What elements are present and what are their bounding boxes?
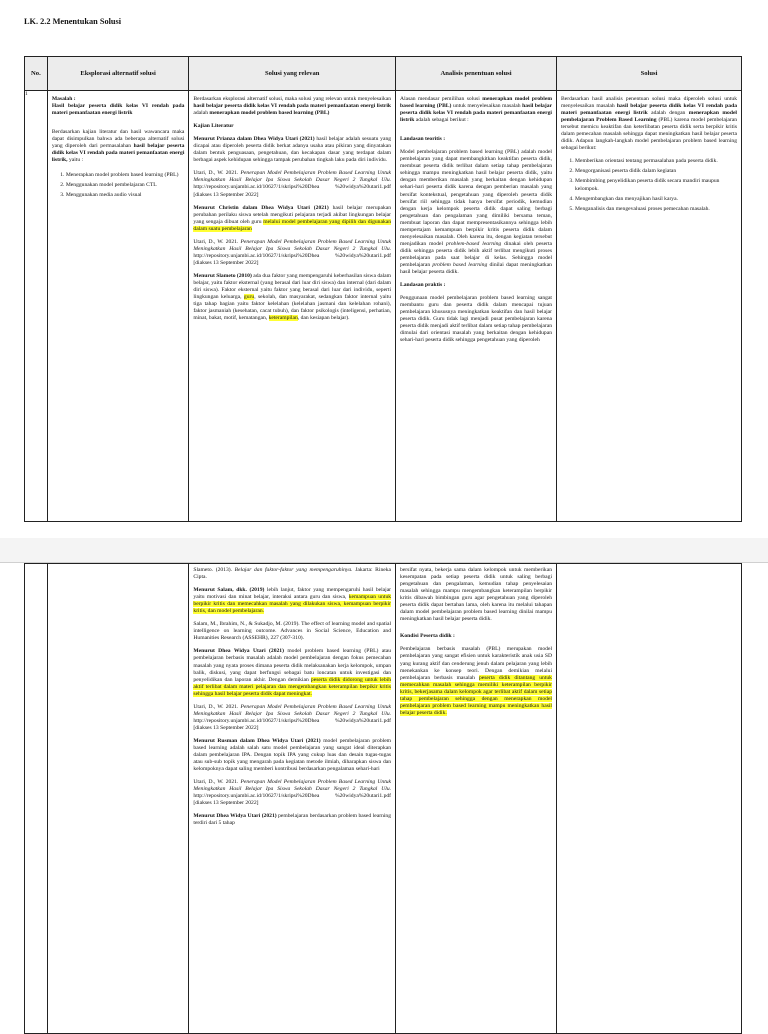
citation-title: Belajar dan faktor-faktor yang mempengaruhinya.: [234, 567, 353, 573]
intro-bold: hasil belajar peserta didik kelas VI rendah pada materi pemanfaatan energi listrik: [561, 103, 737, 117]
page-gap: [0, 538, 768, 562]
header-eksplorasi: Eksplorasi alternatif solusi: [47, 57, 189, 91]
document-page-2: [0, 562, 768, 1025]
list-item: 3. Menggunakan media audio visual: [66, 192, 185, 199]
kajian-title: Kajian Literatur: [193, 123, 234, 130]
intro-text-2: untuk menyelesaikan masalah: [453, 103, 521, 110]
solusi-cell: [557, 564, 742, 1034]
reference-text-3: , dan kesiapan belajar).: [297, 315, 350, 322]
citation: Salam, M., Ibrahim, N., & Sukadjo, M. (2019). The effect of learning model and spatial intelligence on learning outcome. Advances in Social Science, Education and Humanities Research (ASSEHR), 227 (307-310).: [193, 621, 392, 642]
list-item: 2. Menggunakan model pembelajaran CTL: [66, 182, 185, 189]
solusi-cell: [557, 91, 742, 522]
teoritis-italic-2: problem based learning: [432, 261, 488, 268]
citation: Utari, D., W. 2021.: [193, 703, 239, 710]
intro-text-3: adalah sebagai berikut :: [415, 117, 469, 124]
teoritis-italic: problem-based learning: [445, 240, 502, 247]
intro-text: Berdasarkan eksplorasi alternatif solusi, maka solusi yang relevan untuk menyelesaikan: [193, 96, 392, 102]
citation-url: http://repository.unjambi.ac.id/10627/1/skripsi%20Dhea %20widya%20utari1.pdf [diakses 13 September 2022]: [193, 252, 392, 266]
list-item: 5. Menganalisis dan mengevaluasi proses pemecahan masalah.: [575, 206, 737, 213]
intro-bold: hasil belajar peserta didik kelas VI rendah pada materi pemanfaatan energi listrik: [193, 103, 392, 110]
reference-text: lebih lanjut, faktor yang mempengaruhi hasil belajar yaitu motivasi dan minat belajar, interaksi antara guru dan siswa,: [193, 587, 392, 601]
intro-text-2: adalah: [193, 110, 208, 117]
table-header-row: [25, 57, 742, 91]
header-solusi-relevan: Solusi yang relevan: [189, 57, 396, 91]
list-item: 1. Menerapkan model problem based learning (PBL): [66, 172, 185, 179]
kondisi-text: Pembelajaran berbasis masalah (PBL) merupakan model pembelajaran yang sangat efisien untuk karakteristik anak usia SD yang kurang aktif dan cenderung jenuh dalam pelajaran yang lebih menekankan ke konsep teori. Dengan demikian melalui pembelajaran berbasis masalah: [400, 646, 552, 681]
intro-text: Berdasarkan hasil analisis penentuan solusi maka diperoleh solusi untuk menyelesaikan masalah: [561, 96, 737, 110]
citation-title: Penerapan Model Pembelajaran Problem Based Learning Untuk Meningkatkan Hasil Belajar Ipa Siswa Sekolah Dasar Negeri 2 Tungkal Ulu.: [193, 779, 392, 793]
list-item: 2. Mengorganisasi peserta didik dalam kegiatan: [575, 168, 737, 175]
document-title: LK. 2.2 Menentukan Solusi: [24, 17, 122, 26]
header-no: No.: [25, 57, 48, 91]
solution-table: [24, 56, 742, 522]
praktis-text: Penggunaan model pembelajaran problem based learning sangat membantu guru dan peserta didik dalam mencapai tujuan pembelajaran khususnya meningkatkan keaktifan dan hasil belajar peserta didik. Guru tidak lagi menjadi pusat pembelajaran karena peserta didik menjadi aktif terlibat dalam setiap tahap pembelajaran dimulai dari orientasi masalah yang berkaitan dengan kehidupan sehari-hari peserta didik sehingga pengetahuan yang diperoleh: [400, 295, 552, 344]
citation-title: Penerapan Model Pembelajaran Problem Based Learning Untuk Meningkatkan Hasil Belajar Ipa Siswa Sekolah Dasar Negeri 2 Tungkal Ulu.: [193, 170, 392, 184]
masalah-label: Masalah :: [51, 96, 76, 102]
teoritis-title: Landasan teoritis :: [400, 136, 446, 143]
reference-author: Menurut Rusman dalam Dhea Widya Utari (2021): [193, 737, 321, 744]
reference-author: Menurut Christin dalam Dhea Widya Utari (2021): [193, 204, 329, 211]
table-row: [25, 91, 742, 522]
citation-title: Penerapan Model Pembelajaran Problem Based Learning Untuk Meningkatkan Hasil Belajar Ipa Siswa Sekolah Dasar Negeri 2 Tungkal Ulu.: [193, 238, 392, 252]
reference-author: Menurut Slameto (2010): [193, 272, 252, 279]
intro-text-3: (PBL) karena model pembelajaran tersebut memicu keaktifan dan keterlibatan peserta didik serta berpikir kritis dalam pemecahan masalah sehingga dapat meningkatkan hasil belajar peserta didik. Adapun langkah-langkah model pembelajaran problem based learning sebagai berikut:: [561, 117, 737, 152]
eksplorasi-paragraph-bold: hasil belajar peserta didik kelas VI rendah pada materi pemanfaatan energi listrik,: [51, 143, 185, 164]
citation: Utari, D., W. 2021.: [193, 170, 239, 177]
pbl-steps-list: [561, 158, 737, 212]
praktis-text-continued: bersifat nyata, bekerja sama dalam kelompok untuk memberikan kesempatan pada setiap peserta didik untuk saling berbagi pengetahuan dan pengalaman, kemudian tahap penyelesaian masalah sehingga mampu mengembangkan keterampilan berpikir kritis dibawah bimbingan guru agar pengetahuan yang diperoleh peserta didik dapat bertahan lama, oleh karena itu melalui tahapan dalam model pembelajaran problem based learning dinilai mampu meningkatkan hasil belajar peserta didik.: [400, 567, 552, 623]
solution-table-continued: [24, 563, 742, 1034]
analisis-cell: [396, 564, 557, 1034]
highlighted-text: guru: [243, 294, 255, 301]
citation: Slameto. (2013).: [193, 567, 233, 573]
praktis-title: Landasan praktis :: [400, 282, 446, 289]
highlighted-text: peserta didik didorong untuk lebih aktif terlibat dalam materi pelajaran dan mengembangkan keterampilan berpikir kritis sehingga hasil belajar peserta didik dapat meningkat.: [193, 676, 392, 697]
citation: Utari, D., W. 2021.: [193, 779, 239, 786]
eksplorasi-cell: [47, 91, 189, 522]
header-solusi: Solusi: [557, 57, 742, 91]
reference-author: Menurut Salam, dkk. (2019): [193, 587, 265, 594]
kondisi-title: Kondisi Peserta didik :: [400, 633, 455, 640]
table-row: [25, 564, 742, 1034]
intro-bold-2: menerapkan model problem based learning (PBL): [209, 110, 330, 117]
eksplorasi-paragraph-end: yaitu :: [68, 157, 84, 164]
eksplorasi-cell: [47, 564, 189, 1034]
reference-text: ada dua faktor yang mempengaruhi keberhasilan siswa dalam belajar, yaitu faktor eksternal (yang berasal dari luar diri siswa) dan internal (dari dalam diri siswa). Faktor eksternal yaitu faktor yang berasal dari luar dari individu, seperti lingkungan keluarga,: [193, 272, 392, 301]
eksplorasi-paragraph: Berdasarkan kajian literatur dan hasil wawancara maka dapat disimpulkan bahwa ada beberapa alternatif solusi yang diperoleh dari permasalahan: [51, 129, 185, 150]
masalah-text: Hasil belajar peserta didik kelas VI rendah pada materi pemanfaatan energi listrik: [51, 103, 185, 117]
list-item: 4. Mengembangkan dan menyajikan hasil karya.: [575, 196, 737, 203]
citation-publisher: Jakarta: Rineka Cipta.: [193, 567, 392, 581]
intro-bold-2: menerapkan model pembelajaran Problem Based Learning: [561, 110, 737, 124]
intro-bold: menerapkan model problem based learning (PBL): [400, 96, 552, 110]
header-analisis: Analisis penentuan solusi: [396, 57, 557, 91]
reference-author: Menurut Prianza dalam Dhea Widya Utari (2021): [193, 136, 315, 143]
solusi-relevan-cell: [189, 91, 396, 522]
reference-text: model pembelajaran problem based learning adalah salah satu model pembelajaran yang sangat ideal diterapkan dalam pembelajaran IPA. Dengan topik IPA yang cukup luas dan desain tugas-tugas atau sub-sub topik yang mengarah pada kegiatan metode ilmiah, diharapkan siswa dan kelompoknya dapat saling memberi kontribusi berdasarkan pengalaman sehari-hari: [193, 737, 392, 773]
list-item: 1. Memberikan orientasi tentang permasalahan pada peserta didik.: [575, 158, 737, 165]
citation-url: http://repository.unjambi.ac.id/10627/1/skripsi%20Dhea %20widya%20utari1.pdf [diakses 13 September 2022]: [193, 717, 392, 731]
intro-text-2: adalah dengan: [651, 110, 686, 117]
citation-url: http://repository.unjambi.ac.id/10627/1/skripsi%20Dhea %20widya%20utari1.pdf [diakses 13 September 2022]: [193, 793, 392, 807]
reference-author: Menurut Dhea Widya Utari (2021): [193, 813, 277, 820]
citation-title: Penerapan Model Pembelajaran Problem Based Learning Untuk Meningkatkan Hasil Belajar Ipa Siswa Sekolah Dasar Negeri 2 Tungkal Ulu.: [193, 703, 392, 717]
highlighted-text: peserta didik ditantang untuk memecahkan masalah sehingga memiliki keterampilan berpikir kritis, bekerjasama dalam kelompok agar terlibat aktif dalam setiap tahap pembelajaran sehingga dengan menerapkan model pembelajaran problem based learning mampu meningkatkan hasil belajar peserta didik.: [400, 674, 552, 716]
reference-text: hasil belajar merupakan perubahan perilaku siswa setelah mengikuti pelajaran terjadi akibat lingkungan belajar yang sengaja dibuat oleh guru: [193, 204, 392, 225]
reference-text: model problem based learning (PBL) atau pembelajaran berbasis masalah adalah model pembelajaran dengan fokus pemecahan masalah yang nyata proses dimana peserta didik melaksanakan kerja kelompok, umpan balik, diskusi, yang dapat berfungsi sebagai batu loncatan untuk investigasi dan penyelidikan dan laporan akhir. Dengan demikian: [193, 648, 392, 683]
analisis-cell: [396, 91, 557, 522]
intro-bold-2: hasil belajar peserta didik kelas VI rendah pada materi pemanfaatan energi listrik: [400, 103, 552, 124]
reference-author: Menurut Dhea Widya Utari (2021): [193, 648, 284, 655]
teoritis-text-3: dinilai dapat meningkatkan hasil belajar peserta didik.: [400, 261, 552, 276]
teoritis-text: Model pembelajaran problem based learning (PBL) adalah model pembelajaran yang dapat membangkitkan keaktifan peserta didik, membuat peserta didik terlibat dalam setiap tahap pembelajaran sehingga mampu meningkatkan hasil belajar peserta didik, yaitu dengan memberikan masalah yang berkaitan dengan kehidupan sehari-hari peserta didik karena dengan pemberian masalah yang bersifat kontekstual, pengetahuan yang diperoleh peserta didik bersifat riil sehingga tidak hanya bersifat periodik, kemudian dengan kerja kelompok peserta didik dapat saling berbagi pengetahuan dan pengalaman yang dimiliki bersama teman, membuat laporan dan dapat mempresentasikannya sehingga lebih mempertajam kemampuan berpikir kritis peserta didik dalam menyelesaikan masalah. Oleh karena itu, dengan kegiatan tersebut menjadikan model: [400, 149, 552, 247]
citation: Utari, D., W. 2021.: [193, 238, 239, 245]
highlighted-text: keterampilan: [268, 315, 298, 322]
intro-text: Alasan mendasar pemilihan solusi: [400, 96, 480, 102]
reference-text: hasil belajar adalah sesuatu yang dicapai atau diperoleh peserta didik berkat adanya usaha atau pikiran yang dinyatakan dalam bentuk penguasaan, pengetahuan, dan kecakapan dasar yang terdapat dalam berbagai aspek kehidupan sehingga tampak perubahan tingkah laku pada diri individu.: [193, 136, 392, 164]
highlighted-text: kemampuan untuk berpikir kritis dan memecahkan masalah yang dilakukan siswa, kemampuan berpikir kritis, dan model pembelajaran.: [193, 594, 392, 615]
citation-url: http://repository.unjambi.ac.id/10627/1/skripsi%20Dhea %20widya%20utari1.pdf [diakses 13 September 2022]: [193, 184, 392, 198]
row-number: 1: [25, 91, 48, 522]
list-item: 3. Membimbing penyelidikan peserta didik secara mandiri maupun kelompok.: [575, 178, 737, 192]
reference-text-2: , sekolah, dan masyarakat, sedangkan faktor internal yaitu tiga tahap bagian yaitu faktor kelelahan (kelelahan jasmani dan kelelahan rohani), faktor jasmaniah (kesehatan, cacat tubuh), dan faktor psikologis (inteligensi, perhatian, minat, bakat, motif, kematangan,: [193, 294, 392, 322]
alternatif-list: [52, 172, 185, 199]
reference-text: pembelajaran berdasarkan problem based learning terdiri dari 5 tahap: [193, 813, 392, 827]
solusi-relevan-cell: [189, 564, 396, 1034]
teoritis-text-2: dinakai oleh peserta didik sehingga peserta didik lebih aktif terlibat mengikuti proses pembelajaran pada saat belajar di kelas. Sehingga model pembelajaran: [400, 240, 552, 268]
highlighted-text: melalui model pembelajaran yang dipilih dan digunakan dalam suatu pembelajaran: [193, 218, 392, 232]
row-number-cell: [25, 564, 48, 1034]
